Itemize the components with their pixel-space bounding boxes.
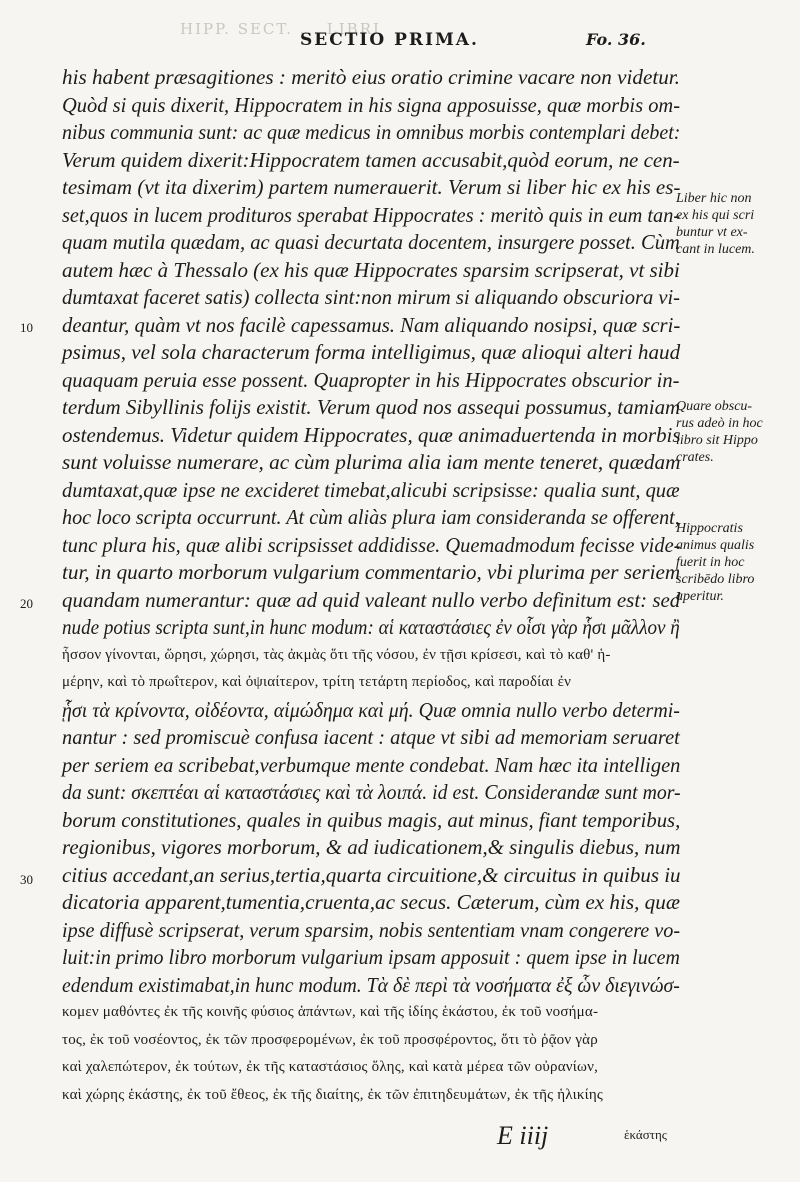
text-line: dumtaxat faceret satis) collecta sint:non mirum si aliquando obscuriora vi- <box>62 285 681 309</box>
text-line: autem hæc à Thessalo (ex his quæ Hippocrates sparsim scripserat, vt sibi <box>62 257 680 282</box>
text-line: edendum existimabat,in hunc modum. Τὰ δὲ περὶ τὰ νοσήματα ἐξ ὧν διεγινώσ- <box>62 972 680 997</box>
text-line: καὶ χαλεπώτερον, ἐκ τούτων, ἐκ τῆς καταστάσιος ὅλης, καὶ κατὰ μέρεα τῶν οὐρανίων, <box>62 1059 599 1075</box>
marginal-note-line: ex his qui scri <box>676 208 755 223</box>
running-title: SECTIO PRIMA. <box>300 30 479 50</box>
marginal-note-1 <box>676 190 796 258</box>
line-number-10: 10 <box>20 320 33 335</box>
text-line: dumtaxat,quæ ipse ne excideret timebat,alicubi scripsisse: qualia sunt, quæ <box>62 477 680 502</box>
marginal-note-line: Liber hic non <box>676 191 752 206</box>
bleed-through-text: HIPP. SECT. ... LIBRI <box>180 20 381 38</box>
text-line: tur, in quarto morborum vulgarium commentario, vbi plurima per seriem <box>62 560 681 584</box>
line-number-30: 30 <box>20 872 33 887</box>
folio-number: Fo. 36. <box>586 30 646 49</box>
marginal-note-line: cant in lucem. <box>676 242 755 257</box>
text-line: per seriem ea scribebat,verbumque mente condebat. Nam hæc ita intelligen <box>62 752 681 777</box>
marginal-note-line: fuerit in hoc <box>676 555 745 570</box>
text-line: καὶ χώρης ἑκάστης, ἐκ τοῦ ἔθεος, ἐκ τῆς διαίτης, ἐκ τῶν ἐπιτηδευμάτων, ἐκ τῆς ἡλικίης <box>62 1086 604 1103</box>
text-line: luit:in primo libro morborum vulgarium ipsam apposuit : quem ipse in lucem <box>62 945 680 969</box>
marginal-note-2 <box>676 398 796 466</box>
text-line: ostendemus. Videtur quidem Hippocrates, quæ animaduertenda in morbis <box>62 422 681 447</box>
signature-mark: E iiij <box>497 1121 549 1150</box>
text-line: nude potius scripta sunt,in hunc modum: αἱ καταστάσιες ἐν οἷσι γὰρ ἧσι μᾶλλον ἢ <box>62 615 680 639</box>
text-line: nibus communia sunt: ac quæ medicus in omnibus morbis contemplari debet: <box>62 120 681 144</box>
text-line: Verum quidem dixerit:Hippocratem tamen accusabit,quòd eorum, ne cen- <box>62 147 680 172</box>
text-line: quaquam peruia esse possent. Quapropter in his Hippocrates obscurior in- <box>62 367 680 392</box>
text-line: ipse diffusè scripserat, verum sparsim, nobis sententiam vnam congerere vo- <box>62 917 681 942</box>
marginal-note-line: Quare obscu- <box>676 399 753 414</box>
marginal-note-line: buntur vt ex- <box>676 225 748 240</box>
text-line: Quòd si quis dixerit, Hippocratem in his signa apposuisse, quæ morbis om- <box>62 92 681 117</box>
text-line: nantur : sed promiscuè confusa iacent : atque vt sibi ad memoriam seruaret <box>62 725 680 749</box>
text-line: da sunt: σκεπτέαι αἱ καταστάσιες καὶ τὰ λοιπά. id est. Considerandæ sunt mor- <box>62 780 681 804</box>
text-line: set,quos in lucem prodituros sperabat Hippocrates : meritò quis in eum tan- <box>62 202 681 227</box>
marginal-note-line: rus adeò in hoc <box>676 416 763 431</box>
marginal-note-line: Hippocratis <box>676 521 743 536</box>
text-line: deantur, quàm vt nos facilè capessamus. Nam aliquando nosipsi, quæ scri- <box>62 312 681 337</box>
text-line: ᾗσι τὰ κρίνοντα, οἰδέοντα, αἱμώδημα καὶ μή. Quæ omnia nullo verbo determi- <box>62 697 680 722</box>
text-line: κομεν μαθόντες ἐκ τῆς κοινῆς φύσιος ἁπάντων, καὶ τῆς ἰδίης ἑκάστου, ἐκ τοῦ νοσήμα- <box>62 1004 599 1020</box>
text-line: quandam numerantur: quæ ad quid valeant nullo verbo definitum est: sed <box>62 587 681 612</box>
text-line: citius accedant,an serius,tertia,quarta circuitione,& circuitus in quibus iu <box>62 862 681 887</box>
text-line: sunt voluisse numerare, ac cùm plurima alia iam mente teneret, quædam <box>62 450 681 474</box>
text-line: ἧσσον γίνονται, ὥρησι, χώρησι, τὰς ἀκμὰς ὅτι τῆς νόσου, ἐν τῇσι κρίσεσι, καὶ τὸ καθ' ἡ- <box>62 646 611 663</box>
text-line: regionibus, vigores morborum, & ad iudicationem,& singulis diebus, num <box>62 835 681 859</box>
marginal-note-line: aperitur. <box>676 589 724 604</box>
text-line: terdum Sibyllinis folijs existit. Verum quod nos assequi possumus, tamiam <box>62 395 681 419</box>
text-line: hoc loco scripta occurrunt. At cùm aliàs plura iam consideranda se offerent, <box>62 505 680 529</box>
text-line: psimus, vel sola characterum forma intelligimus, quæ alioqui alteri haud <box>62 340 681 364</box>
marginal-note-3 <box>676 520 796 605</box>
text-line: τος, ἐκ τοῦ νοσέοντος, ἐκ τῶν προσφερομένων, ἐκ τοῦ προσφέροντος, ὅτι τὸ ῥᾷον γὰρ <box>62 1031 598 1048</box>
marginal-note-line: animus qualis <box>676 538 755 553</box>
text-line: borum constitutiones, quales in quibus magis, aut minus, fiant temporibus, <box>62 807 681 832</box>
text-line: tunc plura his, quæ alibi scripsisset addidisse. Quemadmodum fecisse vide- <box>62 532 681 557</box>
marginal-note-line: scribēdo libro <box>676 572 755 587</box>
text-line: dicatoria apparent,tumentia,cruenta,ac secus. Cæterum, cùm ex his, quæ <box>62 890 680 914</box>
line-number-20: 20 <box>20 596 33 611</box>
text-line: his habent præsagitiones : meritò eius oratio crimine vacare non videtur. <box>62 65 680 89</box>
text-line: quam mutila quædam, ac quasi decurtata docentem, insurgere posset. Cùm <box>62 230 680 254</box>
catchword: ἑκάστης <box>624 1127 667 1142</box>
body-text <box>62 64 682 1109</box>
marginal-note-line: libro sit Hippo <box>676 433 758 448</box>
text-line: tesimam (vt ita dixerim) partem numerauerit. Verum si liber hic ex his es- <box>62 175 681 199</box>
text-line: μέρην, καὶ τὸ πρωΐτερον, καὶ ὀψιαίτερον, τρίτη τετάρτη περίοδος, καὶ παροδίαι ἐν <box>62 674 572 690</box>
marginal-note-line: crates. <box>676 450 714 465</box>
